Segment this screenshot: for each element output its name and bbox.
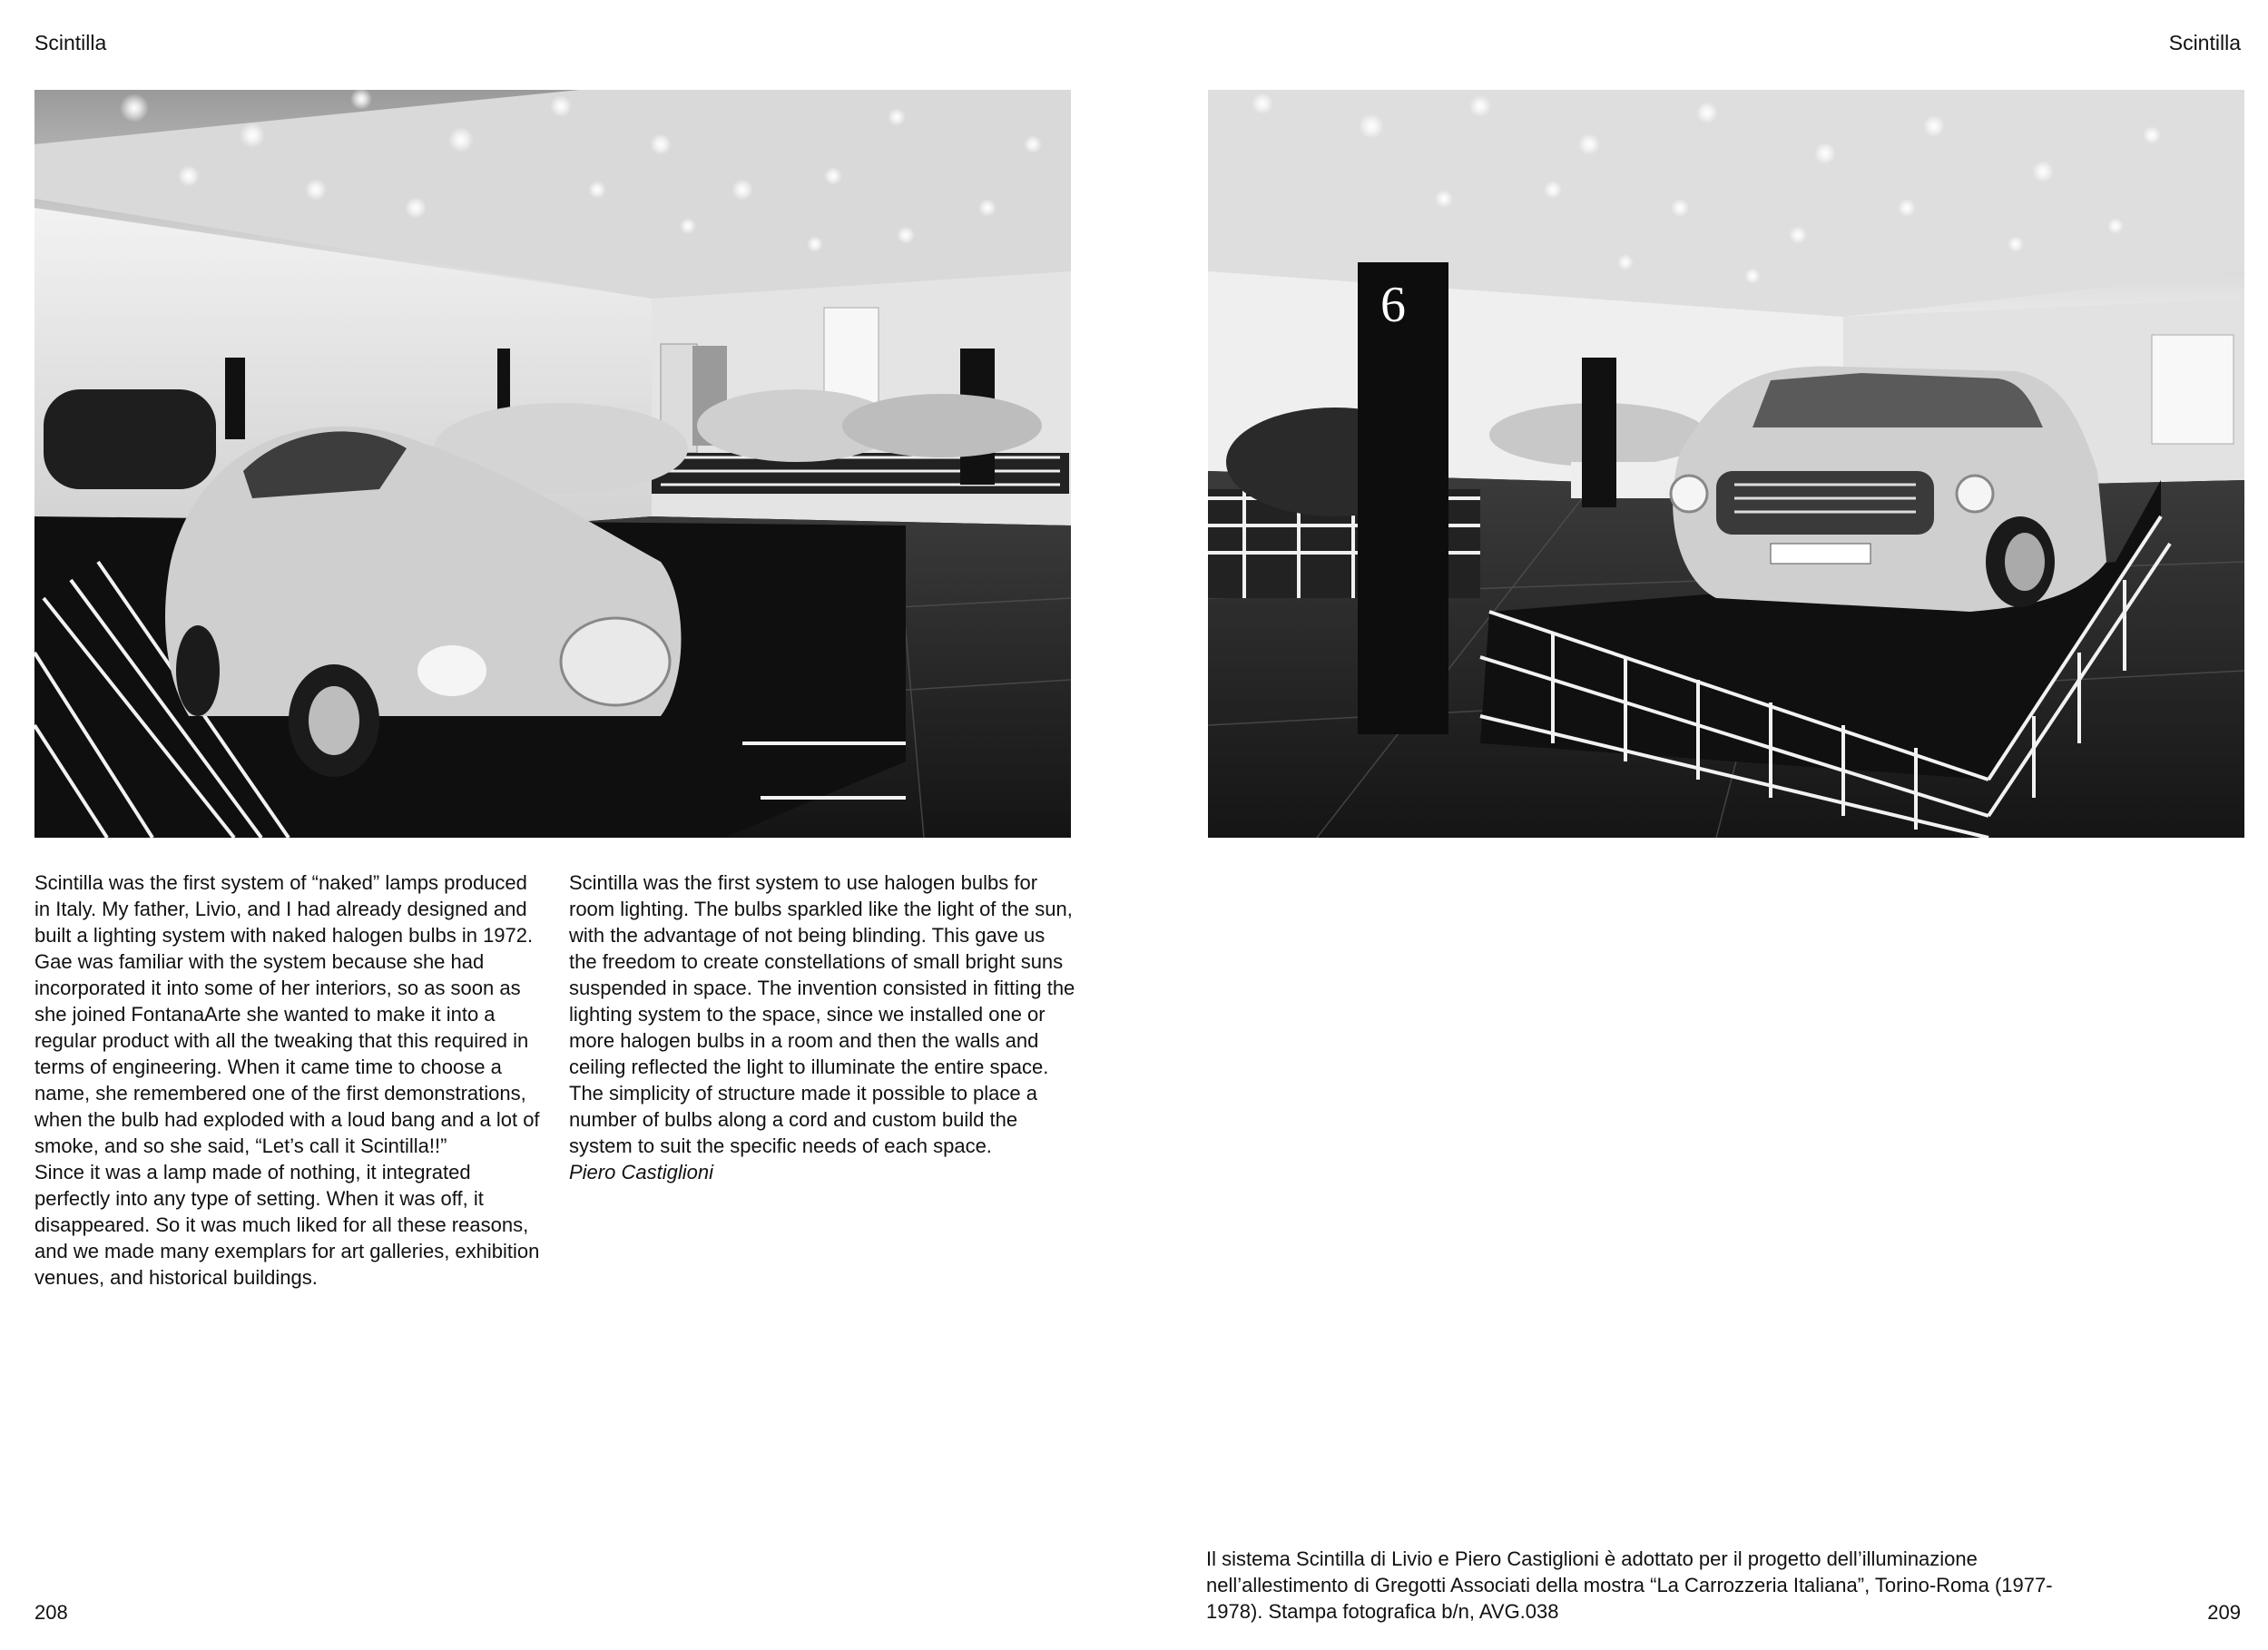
exhibition-photo-left	[34, 90, 1071, 838]
paragraph-halogen: Scintilla was the first system to use halogen bulbs for room lighting. The bulbs sparkled like the light of the sun, with the advantage of not being blinding. This gave us the freedom to create constellations of small bright suns suspended in space. The invention consisted in fitting the lighting system to the space, since we installed one or more halogen bulbs in a room and then the walls and ceiling reflected the light to illuminate the entire space. The simplicity of structure made it possible to place a number of bulbs along a cord and custom build the system to suit the specific needs of each space.	[569, 871, 1075, 1157]
attribution: Piero Castiglioni	[569, 1161, 713, 1183]
photo-caption	[1206, 1546, 2077, 1625]
page-number-right: 209	[2207, 1601, 2241, 1624]
pillar-number: 6	[1380, 277, 1406, 333]
exhibition-photo-right	[1208, 90, 2244, 838]
photo-left-art	[34, 90, 1071, 838]
running-head-left: Scintilla	[34, 31, 107, 54]
text-column-two	[569, 869, 1077, 1185]
paragraph-use: Since it was a lamp made of nothing, it integrated perfectly into any type of setting. When it was off, it disappeared. So it was much liked for all these reasons, and we made many exemplars for art galleries, exhibition venues, and historical buildings.	[34, 1161, 540, 1289]
paragraph-origin: Scintilla was the first system of “naked” lamps produced in Italy. My father, Livio, and I had already designed and built a lighting system with naked halogen bulbs in 1972. Gae was familiar with the system because she had incorporated it into some of her interiors, so as soon as she joined FontanaArte she wanted to make it into a regular product with all the tweaking that this required in terms of engineering. When it came time to choose a name, she remembered one of the first demonstrations, when the bulb had exploded with a loud bang and a lot of smoke, and so she said, “Let’s call it Scintilla!!”	[34, 871, 540, 1157]
page-number-left: 208	[34, 1601, 68, 1624]
running-head-right: Scintilla	[2168, 31, 2241, 54]
text-column-one	[34, 869, 543, 1291]
caption-text: Il sistema Scintilla di Livio e Piero Castiglioni è adottato per il progetto dell’illuminazione nell’allestimento di Gregotti Associati della mostra “La Carrozzeria Italiana”, Torino-Roma (1977-1978). Stampa fotografica b/n, AVG.038	[1206, 1547, 2053, 1623]
photo-right-art	[1208, 90, 2244, 838]
